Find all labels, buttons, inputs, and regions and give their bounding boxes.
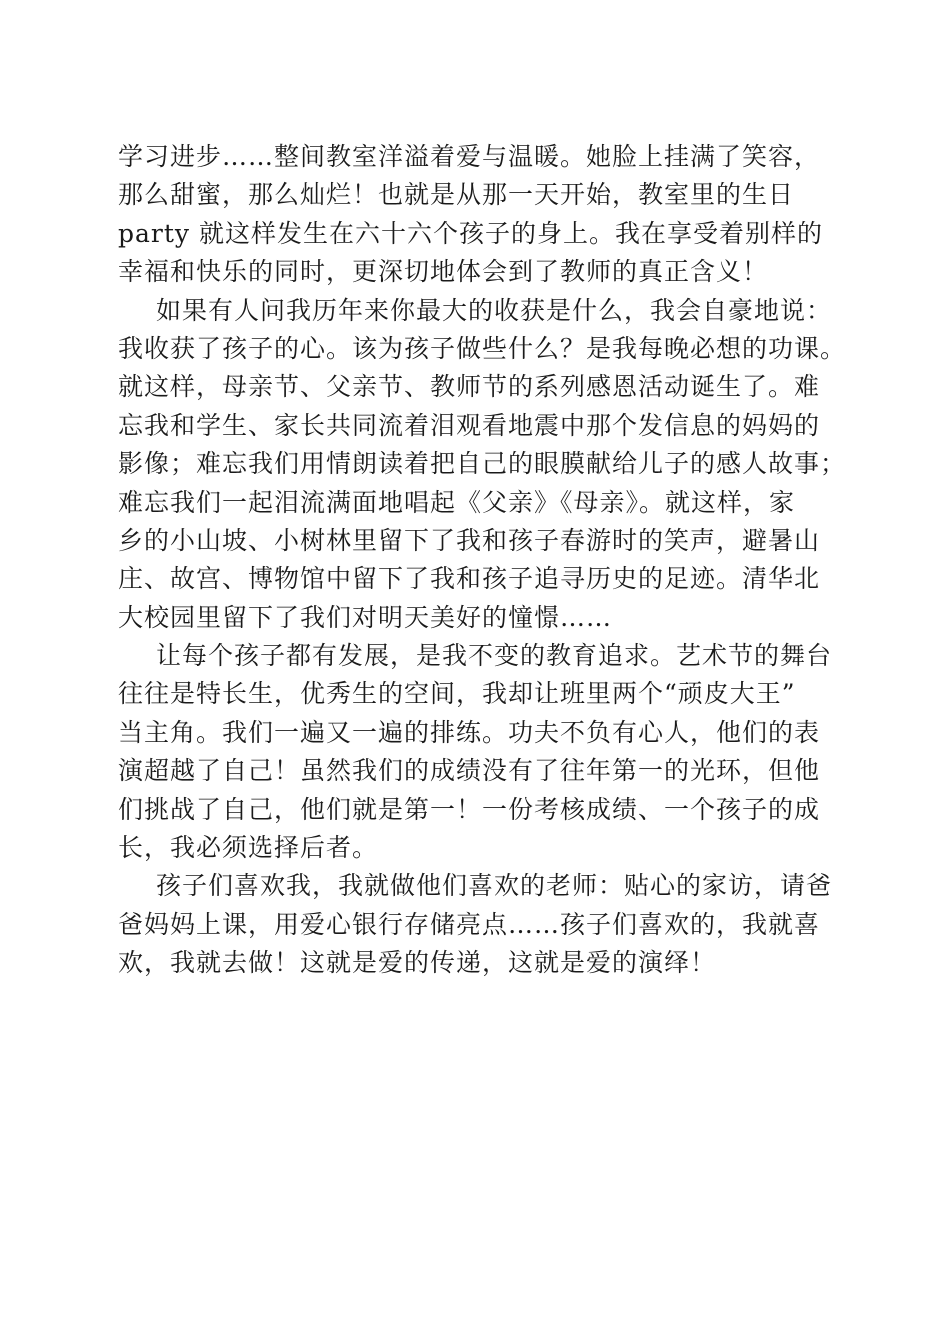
text-line: 就这样，母亲节、父亲节、教师节的系列感恩活动诞生了。难 xyxy=(118,372,821,402)
text-line: 们挑战了自己，他们就是第一！一份考核成绩、一个孩子的成 xyxy=(118,794,821,824)
document-body xyxy=(118,138,847,983)
text-line: party 就这样发生在六十六个孩子的身上。我在享受着别样的 xyxy=(118,218,823,248)
text-line: 大校园里留下了我们对明天美好的憧憬…… xyxy=(118,602,613,632)
paragraph-first-line: 让每个孩子都有发展，是我不变的教育追求。艺术节的舞台 xyxy=(156,641,833,671)
text-line: 学习进步……整间教室洋溢着爱与温暖。她脸上挂满了笑容， xyxy=(118,142,821,171)
text-line: 乡的小山坡、小树林里留下了我和孩子春游时的笑声，避暑山 xyxy=(118,525,821,555)
text-line: 往往是特长生，优秀生的空间，我却让班里两个“顽皮大王” xyxy=(118,679,796,709)
paragraph-first-line: 孩子们喜欢我，我就做他们喜欢的老师：贴心的家访，请爸 xyxy=(156,871,833,901)
text-line: 欢，我就去做！这就是爱的传递，这就是爱的演绎！ xyxy=(118,948,717,978)
text-line: 演超越了自己！虽然我们的成绩没有了往年第一的光环，但他 xyxy=(118,756,821,786)
text-line: 那么甜蜜，那么灿烂！也就是从那一天开始，教室里的生日 xyxy=(118,180,795,210)
text-line: 幸福和快乐的同时，更深切地体会到了教师的真正含义！ xyxy=(118,257,769,287)
text-line: 当主角。我们一遍又一遍的排练。功夫不负有心人，他们的表 xyxy=(118,717,821,747)
text-line: 我收获了孩子的心。该为孩子做些什么？是我每晚必想的功课。 xyxy=(118,333,847,363)
text-line: 庄、故宫、博物馆中留下了我和孩子追寻历史的足迹。清华北 xyxy=(118,564,821,594)
text-line: 忘我和学生、家长共同流着泪观看地震中那个发信息的妈妈的 xyxy=(118,410,821,440)
text-line: 难忘我们一起泪流满面地唱起《父亲》《母亲》。就这样，家 xyxy=(118,487,796,517)
paragraph-first-line: 如果有人问我历年来你最大的收获是什么，我会自豪地说： xyxy=(156,295,833,325)
text-line: 影像；难忘我们用情朗读着把自己的眼膜献给儿子的感人故事； xyxy=(118,449,847,479)
text-line: 长，我必须选择后者。 xyxy=(118,833,379,863)
text-line: 爸妈妈上课，用爱心银行存储亮点……孩子们喜欢的，我就喜 xyxy=(118,909,821,939)
